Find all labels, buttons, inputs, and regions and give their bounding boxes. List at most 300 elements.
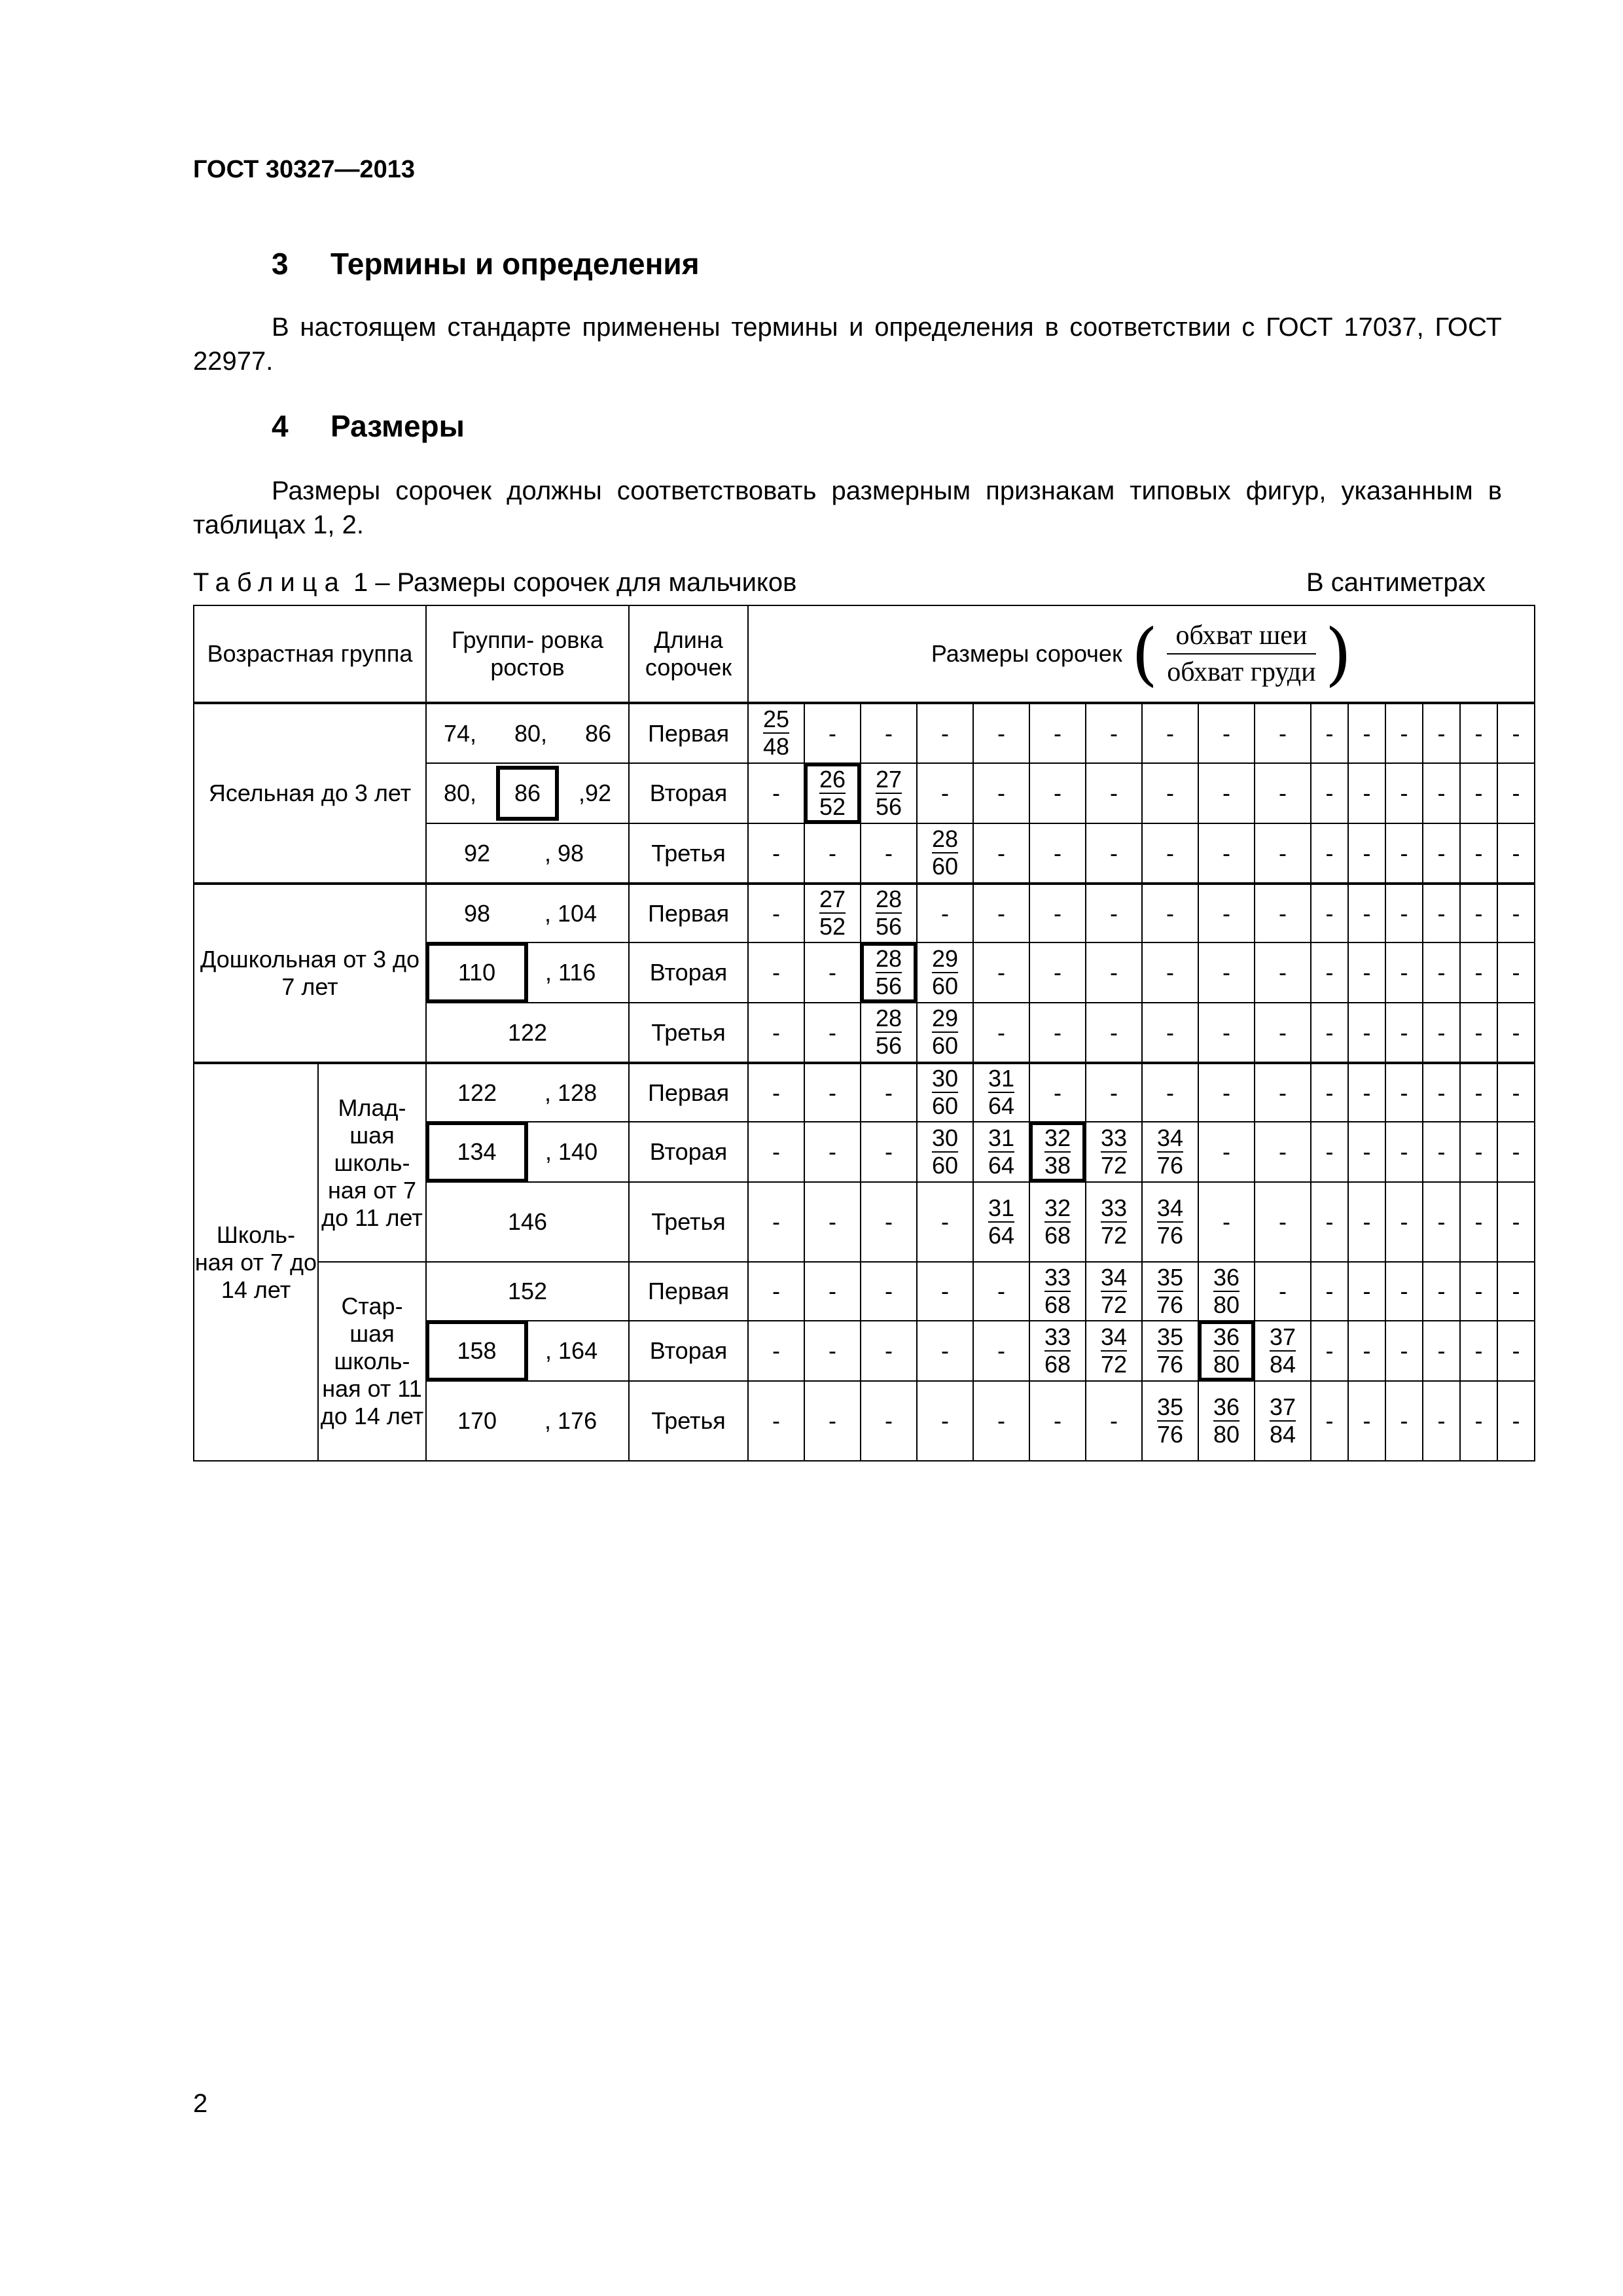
empty-size-cell: - [861,1321,917,1381]
empty-size-cell: - [1255,1003,1311,1063]
table-units: В сантиметрах [1306,568,1486,597]
empty-size-cell: - [1385,1381,1423,1461]
chest-girth: 64 [988,1092,1015,1119]
neck-girth: 32 [1044,1194,1071,1221]
neck-girth: 25 [762,706,790,732]
empty-size-cell: - [1348,1122,1385,1182]
size-fraction [932,1125,958,1179]
empty-size-cell: - [917,1321,973,1381]
size-fraction [988,1195,1014,1249]
table-row [194,703,1535,763]
empty-size-cell: - [1311,763,1348,823]
chest-girth: 52 [819,793,846,820]
empty-size-cell: - [917,1182,973,1262]
empty-size-cell: - [1311,1122,1348,1182]
empty-size-cell: - [973,884,1029,942]
empty-size-cell: - [1423,1262,1460,1321]
neck-girth: 34 [1156,1124,1184,1151]
neck-girth: 37 [1269,1323,1296,1350]
empty-size-cell: - [1142,942,1198,1003]
neck-girth: 34 [1100,1263,1128,1291]
chest-girth: 80 [1213,1350,1240,1378]
size-fraction [876,766,902,820]
sizes-table [193,605,1535,1462]
height-value: , 140 [527,1122,629,1182]
empty-size-cell: - [861,1262,917,1321]
size-formula [1167,618,1315,690]
size-fraction [1213,1324,1240,1378]
size-cell [1142,1262,1198,1321]
empty-size-cell: - [1029,703,1086,763]
neck-girth: 31 [988,1194,1015,1221]
height-value: 158 [426,1321,527,1381]
empty-size-cell: - [1255,1182,1311,1262]
empty-size-cell: - [1029,823,1086,884]
neck-girth: 29 [931,1005,959,1031]
table-caption-title: 1 – Размеры сорочек для мальчиков [346,568,797,597]
size-cell [1142,1321,1198,1381]
empty-size-cell: - [1255,703,1311,763]
size-fraction [1157,1265,1183,1318]
neck-girth: 37 [1269,1393,1296,1420]
height-value: , 128 [527,1063,629,1122]
empty-size-cell: - [748,884,804,942]
empty-size-cell: - [1198,823,1255,884]
neck-girth: 33 [1100,1124,1128,1151]
empty-size-cell: - [1255,1063,1311,1122]
table-row [194,1262,1535,1321]
size-cell [861,763,917,823]
shirt-length: Первая [629,703,748,763]
empty-size-cell: - [1255,884,1311,942]
height-value: 80, [444,780,477,806]
chest-girth: 56 [875,793,902,820]
height-value: , 98 [527,823,629,884]
neck-girth: 36 [1213,1323,1240,1350]
age-group-preschool: Дошкольная от 3 до 7 лет [194,884,426,1063]
size-fraction [932,946,958,999]
empty-size-cell: - [1348,1182,1385,1262]
empty-size-cell: - [1198,703,1255,763]
size-cell [861,1003,917,1063]
empty-size-cell: - [1255,763,1311,823]
empty-size-cell: - [1385,942,1423,1003]
size-cell [917,1063,973,1122]
empty-size-cell: - [1460,1321,1497,1381]
empty-size-cell: - [1460,703,1497,763]
height-grouping [426,763,629,823]
empty-size-cell: - [1460,1122,1497,1182]
size-cell [917,823,973,884]
empty-size-cell: - [1497,1262,1535,1321]
neck-girth: 31 [988,1124,1015,1151]
empty-size-cell: - [917,763,973,823]
empty-size-cell: - [748,1182,804,1262]
empty-size-cell: - [973,1381,1029,1461]
empty-size-cell: - [861,823,917,884]
empty-size-cell: - [973,763,1029,823]
size-cell [1142,1381,1198,1461]
empty-size-cell: - [1423,1182,1460,1262]
table-row [194,1063,1535,1122]
empty-size-cell: - [973,1321,1029,1381]
chest-girth: 72 [1100,1151,1128,1179]
chest-girth: 84 [1269,1350,1296,1378]
shirt-length: Третья [629,823,748,884]
empty-size-cell: - [861,1063,917,1122]
formula-denominator: обхват груди [1167,657,1316,687]
empty-size-cell: - [1086,1381,1142,1461]
age-group-nursery: Ясельная до 3 лет [194,703,426,884]
height-value: 74, [444,719,477,747]
height-value: 98 [426,884,527,942]
empty-size-cell: - [1198,1063,1255,1122]
size-fraction [1157,1394,1183,1448]
size-fraction [1044,1125,1071,1179]
formula-numerator: обхват шеи [1167,618,1315,655]
header-age-group: Возрастная группа [194,605,426,703]
empty-size-cell: - [804,1122,861,1182]
neck-girth: 28 [875,886,902,912]
empty-size-cell: - [1255,1262,1311,1321]
neck-girth: 33 [1100,1194,1128,1221]
empty-size-cell: - [1198,763,1255,823]
empty-size-cell: - [1348,703,1385,763]
height-value: 86 [496,766,559,821]
neck-girth: 31 [988,1065,1015,1092]
size-fraction [932,826,958,880]
height-value: 86 [584,719,611,747]
neck-girth: 28 [875,1005,902,1031]
empty-size-cell: - [1348,1063,1385,1122]
size-cell [1198,1381,1255,1461]
chest-girth: 38 [1044,1151,1071,1179]
height-value: , 116 [527,942,629,1003]
empty-size-cell: - [1198,1003,1255,1063]
empty-size-cell: - [804,1381,861,1461]
height-value: 92 [426,823,527,884]
size-fraction [1044,1265,1071,1318]
empty-size-cell: - [1029,1063,1086,1122]
empty-size-cell: - [973,823,1029,884]
empty-size-cell: - [1423,703,1460,763]
empty-size-cell: - [1460,763,1497,823]
size-cell [973,1122,1029,1182]
height-value: 110 [426,942,527,1003]
size-cell [804,763,861,823]
neck-girth: 36 [1213,1263,1240,1291]
size-cell [1086,1122,1142,1182]
chest-girth: 84 [1269,1420,1296,1448]
size-fraction [819,886,846,940]
empty-size-cell: - [1385,884,1423,942]
age-group-school: Школь- ная от 7 до 14 лет [194,1063,318,1461]
empty-size-cell: - [748,1003,804,1063]
empty-size-cell: - [1142,884,1198,942]
shirt-length: Вторая [629,763,748,823]
empty-size-cell: - [1497,884,1535,942]
empty-size-cell: - [1423,823,1460,884]
size-cell [1255,1381,1311,1461]
empty-size-cell: - [748,1321,804,1381]
size-fraction [1157,1125,1183,1179]
size-cell [973,1182,1029,1262]
size-cell [1198,1321,1255,1381]
size-fraction [1157,1195,1183,1249]
size-cell [1029,1182,1086,1262]
chest-girth: 48 [762,733,790,760]
size-fraction [1044,1195,1071,1249]
chest-girth: 60 [931,1092,959,1119]
empty-size-cell: - [1198,942,1255,1003]
empty-size-cell: - [1460,1381,1497,1461]
empty-size-cell: - [804,1182,861,1262]
empty-size-cell: - [1385,1262,1423,1321]
height-value: 146 [426,1182,629,1262]
chest-girth: 52 [819,913,846,940]
empty-size-cell: - [748,1063,804,1122]
empty-size-cell: - [804,1003,861,1063]
height-grouping [426,703,629,763]
chest-girth: 60 [931,1032,959,1059]
empty-size-cell: - [973,1262,1029,1321]
empty-size-cell: - [1497,1063,1535,1122]
chest-girth: 68 [1044,1350,1071,1378]
neck-girth: 30 [931,1124,959,1151]
empty-size-cell: - [1255,942,1311,1003]
empty-size-cell: - [1311,1321,1348,1381]
size-fraction [1101,1324,1127,1378]
section-3-text: В настоящем стандарте применены термины и определения в соответствии с ГОСТ 17037, ГОСТ 22977. [193,313,1502,376]
size-fraction [1213,1265,1240,1318]
neck-girth: 28 [875,944,902,972]
size-cell [973,1063,1029,1122]
height-value: , 164 [527,1321,629,1381]
section-4-text: Размеры сорочек должны соответствовать размерным признакам типовых фигур, указанным в таблицах 1, 2. [193,476,1502,539]
shirt-length: Третья [629,1381,748,1461]
empty-size-cell: - [1142,1003,1198,1063]
empty-size-cell: - [861,1182,917,1262]
size-fraction [1157,1324,1183,1378]
size-cell [1029,1321,1086,1381]
empty-size-cell: - [1255,1122,1311,1182]
neck-girth: 33 [1044,1323,1071,1350]
empty-size-cell: - [1423,884,1460,942]
age-group-senior-school: Стар- шая школь- ная от 11 до 14 лет [318,1262,426,1461]
empty-size-cell: - [1142,823,1198,884]
shirt-length: Вторая [629,1122,748,1182]
page-number: 2 [193,2089,208,2118]
empty-size-cell: - [917,1262,973,1321]
chest-girth: 60 [931,972,959,999]
shirt-length: Первая [629,1262,748,1321]
empty-size-cell: - [748,823,804,884]
height-value: 170 [426,1381,527,1461]
empty-size-cell: - [861,703,917,763]
empty-size-cell: - [1348,1262,1385,1321]
empty-size-cell: - [1086,823,1142,884]
table-caption-prefix: Таблица [193,568,346,597]
shirt-length: Третья [629,1182,748,1262]
empty-size-cell: - [1385,1321,1423,1381]
chest-girth: 80 [1213,1291,1240,1318]
empty-size-cell: - [917,884,973,942]
chest-girth: 72 [1100,1221,1128,1249]
empty-size-cell: - [1423,1003,1460,1063]
header-shirt-length: Длина сорочек [629,605,748,703]
age-group-junior-school: Млад- шая школь- ная от 7 до 11 лет [318,1063,426,1262]
chest-girth: 76 [1156,1291,1184,1318]
left-paren: ( [1131,614,1158,694]
chest-girth: 76 [1156,1350,1184,1378]
height-value: 134 [426,1122,527,1182]
height-value: 122 [426,1003,629,1063]
empty-size-cell: - [1311,942,1348,1003]
chest-girth: 56 [875,972,902,999]
empty-size-cell: - [1311,1063,1348,1122]
size-fraction [819,766,846,820]
size-fraction [1270,1394,1296,1448]
chest-girth: 68 [1044,1291,1071,1318]
size-fraction [763,706,789,760]
empty-size-cell: - [1423,1063,1460,1122]
size-fraction [932,1066,958,1119]
neck-girth: 32 [1044,1124,1071,1151]
empty-size-cell: - [1497,1122,1535,1182]
empty-size-cell: - [1348,1321,1385,1381]
empty-size-cell: - [861,1381,917,1461]
chest-girth: 56 [875,1032,902,1059]
empty-size-cell: - [1255,823,1311,884]
empty-size-cell: - [1385,1182,1423,1262]
chest-girth: 72 [1100,1350,1128,1378]
empty-size-cell: - [1311,823,1348,884]
size-fraction [1044,1324,1071,1378]
empty-size-cell: - [804,823,861,884]
empty-size-cell: - [973,942,1029,1003]
size-fraction [876,1005,902,1059]
empty-size-cell: - [804,942,861,1003]
chest-girth: 64 [988,1221,1015,1249]
empty-size-cell: - [748,1262,804,1321]
section-3-heading [272,246,700,281]
section-4-paragraph [193,474,1502,542]
size-cell [1142,1122,1198,1182]
empty-size-cell: - [1311,1262,1348,1321]
size-cell [1142,1182,1198,1262]
neck-girth: 35 [1156,1263,1184,1291]
neck-girth: 34 [1100,1323,1128,1350]
size-cell [917,942,973,1003]
empty-size-cell: - [1497,1182,1535,1262]
empty-size-cell: - [1029,942,1086,1003]
empty-size-cell: - [1348,1003,1385,1063]
empty-size-cell: - [1460,884,1497,942]
empty-size-cell: - [1086,884,1142,942]
neck-girth: 27 [875,765,902,793]
empty-size-cell: - [1423,1321,1460,1381]
empty-size-cell: - [1311,884,1348,942]
neck-girth: 35 [1156,1393,1184,1420]
section-3-number: 3 [272,247,289,281]
empty-size-cell: - [1029,1003,1086,1063]
empty-size-cell: - [1142,763,1198,823]
empty-size-cell: - [1460,1262,1497,1321]
empty-size-cell: - [973,1003,1029,1063]
empty-size-cell: - [748,942,804,1003]
empty-size-cell: - [1423,1381,1460,1461]
empty-size-cell: - [804,1063,861,1122]
size-fraction [1101,1125,1127,1179]
empty-size-cell: - [1423,1122,1460,1182]
neck-girth: 28 [931,825,959,852]
empty-size-cell: - [1497,703,1535,763]
document-id: ГОСТ 30327—2013 [193,156,416,183]
size-cell [917,1122,973,1182]
empty-size-cell: - [748,1122,804,1182]
size-cell [917,1003,973,1063]
size-cell [1255,1321,1311,1381]
chest-girth: 56 [875,913,902,940]
empty-size-cell: - [748,763,804,823]
size-cell [804,884,861,942]
shirt-length: Вторая [629,1321,748,1381]
shirt-length: Первая [629,1063,748,1122]
empty-size-cell: - [1086,942,1142,1003]
shirt-length: Вторая [629,942,748,1003]
shirt-length: Первая [629,884,748,942]
size-cell [861,942,917,1003]
empty-size-cell: - [1029,763,1086,823]
size-fraction [988,1125,1014,1179]
empty-size-cell: - [1385,1122,1423,1182]
empty-size-cell: - [1311,1381,1348,1461]
empty-size-cell: - [1198,1182,1255,1262]
empty-size-cell: - [804,1321,861,1381]
neck-girth: 35 [1156,1323,1184,1350]
empty-size-cell: - [1142,1063,1198,1122]
empty-size-cell: - [1311,703,1348,763]
empty-size-cell: - [1029,1381,1086,1461]
chest-girth: 76 [1156,1151,1184,1179]
empty-size-cell: - [1497,763,1535,823]
size-fraction [988,1066,1014,1119]
height-value: ,92 [578,780,611,806]
empty-size-cell: - [1385,1063,1423,1122]
size-fraction [876,886,902,940]
empty-size-cell: - [1385,703,1423,763]
size-cell [1029,1262,1086,1321]
height-value: 152 [426,1262,629,1321]
empty-size-cell: - [1385,763,1423,823]
section-4-heading [272,408,465,444]
header-shirt-sizes [748,605,1535,703]
empty-size-cell: - [1497,1003,1535,1063]
empty-size-cell: - [1348,942,1385,1003]
empty-size-cell: - [1311,1182,1348,1262]
empty-size-cell: - [1086,703,1142,763]
size-cell [861,884,917,942]
empty-size-cell: - [1348,763,1385,823]
empty-size-cell: - [973,703,1029,763]
neck-girth: 29 [931,944,959,972]
size-cell [1086,1262,1142,1321]
size-fraction [1213,1394,1240,1448]
size-cell [1029,1122,1086,1182]
empty-size-cell: - [1198,1122,1255,1182]
empty-size-cell: - [917,1381,973,1461]
table-caption [193,568,796,598]
